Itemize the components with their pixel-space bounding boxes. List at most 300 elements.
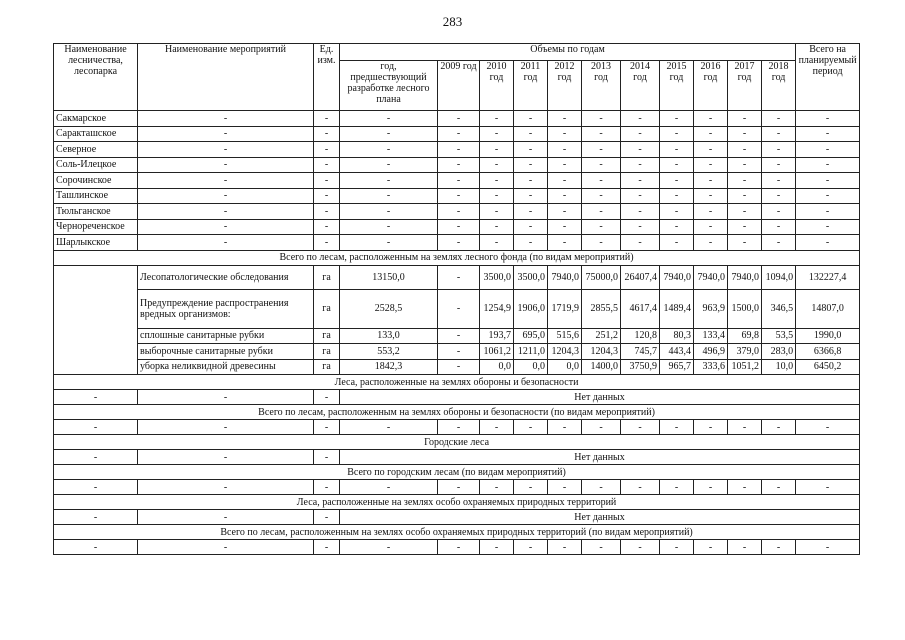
dash-cell: - xyxy=(340,111,438,127)
dash-cell: - xyxy=(314,450,340,465)
dash-cell: - xyxy=(728,420,762,435)
value-cell: 496,9 xyxy=(694,344,728,360)
dash-cell: - xyxy=(438,235,480,251)
activity-row xyxy=(54,344,860,360)
dash-cell: - xyxy=(138,450,314,465)
dash-cell: - xyxy=(660,126,694,142)
dash-cell: - xyxy=(582,188,621,204)
dash-cell: - xyxy=(480,420,514,435)
dash-cell: - xyxy=(314,420,340,435)
dash-cell: - xyxy=(514,219,548,235)
dash-cell: - xyxy=(438,173,480,189)
dash-cell: - xyxy=(582,420,621,435)
dash-cell: - xyxy=(438,126,480,142)
forestry-name: Ташлинское xyxy=(54,188,138,204)
dash-cell: - xyxy=(438,142,480,158)
value-cell: 7940,0 xyxy=(694,265,728,289)
dash-cell: - xyxy=(582,540,621,555)
forestry-name: Соль-Илецкое xyxy=(54,157,138,173)
dash-cell: - xyxy=(796,420,860,435)
dash-cell: - xyxy=(514,142,548,158)
dash-cell: - xyxy=(728,188,762,204)
dash-cell: - xyxy=(762,111,796,127)
forestry-name: Сакмарское xyxy=(54,111,138,127)
value-cell: 1842,3 xyxy=(340,359,438,375)
dash-cell: - xyxy=(762,157,796,173)
dash-cell: - xyxy=(694,219,728,235)
value-cell: 26407,4 xyxy=(621,265,660,289)
section-row xyxy=(54,250,860,265)
dash-cell: - xyxy=(514,235,548,251)
dash-cell: - xyxy=(694,173,728,189)
dash-cell: - xyxy=(660,111,694,127)
value-cell: 346,5 xyxy=(762,289,796,328)
dash-cell: - xyxy=(340,480,438,495)
dash-cell: - xyxy=(728,480,762,495)
dash-cell: - xyxy=(762,480,796,495)
dash-cell: - xyxy=(762,420,796,435)
dash-cell: - xyxy=(340,126,438,142)
no-data-row xyxy=(54,390,860,405)
header-year: 2011 год xyxy=(514,61,548,111)
header-year: 2012 год xyxy=(548,61,582,111)
value-cell: 1094,0 xyxy=(762,265,796,289)
dash-cell: - xyxy=(728,540,762,555)
header-forestry: Наименование лесничества, лесопарка xyxy=(54,44,138,111)
section-defense-total: Всего по лесам, расположенным на землях обороны и безопасности (по видам мероприятий) xyxy=(54,405,860,420)
activity-name: уборка неликвидной древесины xyxy=(138,359,314,375)
dash-cell: - xyxy=(762,204,796,220)
dash-cell: - xyxy=(728,235,762,251)
forestry-row xyxy=(54,142,860,158)
header-year: 2015 год xyxy=(660,61,694,111)
value-cell: 1204,3 xyxy=(548,344,582,360)
dash-cell: - xyxy=(796,235,860,251)
section-protected: Леса, расположенные на землях особо охраняемых природных территорий xyxy=(54,495,860,510)
dash-cell: - xyxy=(340,142,438,158)
value-cell: 0,0 xyxy=(514,359,548,375)
dash-cell: - xyxy=(514,540,548,555)
dash-cell: - xyxy=(314,204,340,220)
dash-cell: - xyxy=(694,157,728,173)
value-cell: 1204,3 xyxy=(582,344,621,360)
value-cell: 745,7 xyxy=(621,344,660,360)
header-activity: Наименование мероприятий xyxy=(138,44,314,111)
dash-cell: - xyxy=(138,142,314,158)
header-year: 2013 год xyxy=(582,61,621,111)
value-cell: 283,0 xyxy=(762,344,796,360)
no-data-row xyxy=(54,450,860,465)
value-cell: 1051,2 xyxy=(728,359,762,375)
dash-cell: - xyxy=(438,540,480,555)
dash-cell: - xyxy=(694,540,728,555)
dash-cell: - xyxy=(621,142,660,158)
dash-cell: - xyxy=(138,219,314,235)
value-cell: 10,0 xyxy=(762,359,796,375)
dash-cell: - xyxy=(621,126,660,142)
dash-cell: - xyxy=(438,480,480,495)
dash-cell: - xyxy=(762,173,796,189)
dash-cell: - xyxy=(138,235,314,251)
dash-cell: - xyxy=(548,126,582,142)
total-cell: 6366,8 xyxy=(796,344,860,360)
dash-cell: - xyxy=(138,188,314,204)
header-year: 2016 год xyxy=(694,61,728,111)
value-cell: 7940,0 xyxy=(548,265,582,289)
value-cell: 1211,0 xyxy=(514,344,548,360)
dash-cell: - xyxy=(621,540,660,555)
dash-cell: - xyxy=(694,111,728,127)
dash-cell: - xyxy=(314,142,340,158)
dash-cell: - xyxy=(548,480,582,495)
dash-cell: - xyxy=(548,157,582,173)
forestry-row xyxy=(54,188,860,204)
dash-cell: - xyxy=(54,390,138,405)
activity-row xyxy=(54,265,860,289)
dash-cell: - xyxy=(728,126,762,142)
dash-cell: - xyxy=(796,540,860,555)
total-cell: 132227,4 xyxy=(796,265,860,289)
value-cell: 3500,0 xyxy=(514,265,548,289)
dash-cell: - xyxy=(694,126,728,142)
value-cell: 75000,0 xyxy=(582,265,621,289)
dash-cell: - xyxy=(138,157,314,173)
forestry-row xyxy=(54,173,860,189)
dash-cell: - xyxy=(660,219,694,235)
value-cell: 251,2 xyxy=(582,328,621,344)
dash-cell: - xyxy=(314,188,340,204)
forestry-row xyxy=(54,126,860,142)
header-year: 2014 год xyxy=(621,61,660,111)
value-cell: - xyxy=(438,289,480,328)
dash-cell: - xyxy=(514,173,548,189)
dash-cell: - xyxy=(660,540,694,555)
dash-cell: - xyxy=(314,111,340,127)
value-cell: 7940,0 xyxy=(728,265,762,289)
forestry-name: Саракташское xyxy=(54,126,138,142)
dash-cell: - xyxy=(514,420,548,435)
dash-cell: - xyxy=(621,204,660,220)
dash-cell: - xyxy=(314,540,340,555)
dash-cell: - xyxy=(582,173,621,189)
dash-cell: - xyxy=(438,204,480,220)
no-data-cell: Нет данных xyxy=(340,390,860,405)
forestry-row xyxy=(54,235,860,251)
dash-cell: - xyxy=(621,111,660,127)
section-defense: Леса, расположенные на землях обороны и безопасности xyxy=(54,375,860,390)
dash-cell: - xyxy=(796,480,860,495)
activity-name: выборочные санитарные рубки xyxy=(138,344,314,360)
dash-cell: - xyxy=(762,188,796,204)
value-cell: 133,4 xyxy=(694,328,728,344)
dash-cell: - xyxy=(54,510,138,525)
activity-row xyxy=(54,289,860,328)
dash-cell: - xyxy=(694,235,728,251)
dash-cell: - xyxy=(762,235,796,251)
no-data-cell: Нет данных xyxy=(340,450,860,465)
unit-cell: га xyxy=(314,359,340,375)
section-city-total: Всего по городским лесам (по видам мероприятий) xyxy=(54,465,860,480)
dash-cell: - xyxy=(660,235,694,251)
activity-name: сплошные санитарные рубки xyxy=(138,328,314,344)
value-cell: 333,6 xyxy=(694,359,728,375)
dash-cell: - xyxy=(314,157,340,173)
dash-cell: - xyxy=(514,204,548,220)
dash-cell: - xyxy=(621,219,660,235)
value-cell: 1500,0 xyxy=(728,289,762,328)
forestry-name: Шарлыкское xyxy=(54,235,138,251)
header-year: 2017 год xyxy=(728,61,762,111)
value-cell: 80,3 xyxy=(660,328,694,344)
dash-cell: - xyxy=(314,235,340,251)
dash-cell: - xyxy=(694,480,728,495)
header-prev-year: год, предшествующий разработке лесного плана xyxy=(340,61,438,111)
header-unit: Ед. изм. xyxy=(314,44,340,111)
dash-cell: - xyxy=(582,111,621,127)
dash-row xyxy=(54,480,860,495)
no-data-cell: Нет данных xyxy=(340,510,860,525)
forestry-row xyxy=(54,219,860,235)
dash-cell: - xyxy=(582,142,621,158)
dash-cell: - xyxy=(660,420,694,435)
forestry-row xyxy=(54,204,860,220)
value-cell: 2855,5 xyxy=(582,289,621,328)
dash-cell: - xyxy=(480,540,514,555)
dash-cell: - xyxy=(582,126,621,142)
dash-cell: - xyxy=(314,219,340,235)
dash-cell: - xyxy=(548,204,582,220)
dash-cell: - xyxy=(548,173,582,189)
dash-cell: - xyxy=(621,173,660,189)
dash-cell: - xyxy=(796,157,860,173)
dash-cell: - xyxy=(340,235,438,251)
dash-cell: - xyxy=(514,188,548,204)
activity-name: Предупреждение распространения вредных организмов: xyxy=(138,289,314,328)
dash-cell: - xyxy=(548,142,582,158)
total-cell: 1990,0 xyxy=(796,328,860,344)
value-cell: 13150,0 xyxy=(340,265,438,289)
dash-cell: - xyxy=(582,480,621,495)
dash-cell: - xyxy=(796,142,860,158)
value-cell: 4617,4 xyxy=(621,289,660,328)
dash-cell: - xyxy=(582,157,621,173)
dash-cell: - xyxy=(54,540,138,555)
dash-cell: - xyxy=(728,111,762,127)
dash-cell: - xyxy=(694,188,728,204)
dash-cell: - xyxy=(728,157,762,173)
dash-cell: - xyxy=(762,219,796,235)
section-row xyxy=(54,405,860,420)
dash-cell: - xyxy=(796,111,860,127)
dash-cell: - xyxy=(438,188,480,204)
value-cell: - xyxy=(438,344,480,360)
dash-cell: - xyxy=(138,480,314,495)
dash-cell: - xyxy=(728,173,762,189)
dash-cell: - xyxy=(138,420,314,435)
value-cell: 53,5 xyxy=(762,328,796,344)
dash-cell: - xyxy=(660,480,694,495)
dash-cell: - xyxy=(314,510,340,525)
forestry-row xyxy=(54,111,860,127)
header-year: 2009 год xyxy=(438,61,480,111)
dash-row xyxy=(54,420,860,435)
unit-cell: га xyxy=(314,344,340,360)
dash-cell: - xyxy=(762,142,796,158)
section-row xyxy=(54,465,860,480)
value-cell: 1719,9 xyxy=(548,289,582,328)
dash-cell: - xyxy=(138,540,314,555)
dash-cell: - xyxy=(728,142,762,158)
dash-cell: - xyxy=(582,219,621,235)
dash-cell: - xyxy=(480,126,514,142)
header-total: Всего на планируемый период xyxy=(796,44,860,111)
dash-row xyxy=(54,540,860,555)
section-row xyxy=(54,525,860,540)
header-year: 2018 год xyxy=(762,61,796,111)
value-cell: 7940,0 xyxy=(660,265,694,289)
dash-cell: - xyxy=(480,204,514,220)
value-cell: 69,8 xyxy=(728,328,762,344)
value-cell: 1061,2 xyxy=(480,344,514,360)
unit-cell: га xyxy=(314,289,340,328)
dash-cell: - xyxy=(480,219,514,235)
dash-cell: - xyxy=(762,126,796,142)
dash-cell: - xyxy=(340,188,438,204)
section-row xyxy=(54,435,860,450)
dash-cell: - xyxy=(340,204,438,220)
activity-row xyxy=(54,359,860,375)
dash-cell: - xyxy=(548,111,582,127)
dash-cell: - xyxy=(548,219,582,235)
dash-cell: - xyxy=(480,142,514,158)
dash-cell: - xyxy=(621,480,660,495)
dash-cell: - xyxy=(762,540,796,555)
value-cell: 553,2 xyxy=(340,344,438,360)
dash-cell: - xyxy=(514,126,548,142)
section-row xyxy=(54,375,860,390)
section-row xyxy=(54,495,860,510)
dash-cell: - xyxy=(548,420,582,435)
unit-cell: га xyxy=(314,265,340,289)
dash-cell: - xyxy=(514,157,548,173)
value-cell: - xyxy=(438,328,480,344)
dash-cell: - xyxy=(514,480,548,495)
activity-row xyxy=(54,328,860,344)
forestry-name: Сорочинское xyxy=(54,173,138,189)
dash-cell: - xyxy=(514,111,548,127)
dash-cell: - xyxy=(438,111,480,127)
dash-cell: - xyxy=(314,390,340,405)
dash-cell: - xyxy=(480,235,514,251)
dash-cell: - xyxy=(694,142,728,158)
value-cell: 965,7 xyxy=(660,359,694,375)
value-cell: 0,0 xyxy=(480,359,514,375)
value-cell: - xyxy=(438,265,480,289)
dash-cell: - xyxy=(621,235,660,251)
dash-cell: - xyxy=(340,540,438,555)
value-cell: 1254,9 xyxy=(480,289,514,328)
dash-cell: - xyxy=(480,111,514,127)
dash-cell: - xyxy=(548,540,582,555)
dash-cell: - xyxy=(796,219,860,235)
dash-cell: - xyxy=(796,173,860,189)
value-cell: 3750,9 xyxy=(621,359,660,375)
dash-cell: - xyxy=(621,157,660,173)
value-cell: 1400,0 xyxy=(582,359,621,375)
dash-cell: - xyxy=(340,420,438,435)
dash-cell: - xyxy=(728,219,762,235)
total-cell: 6450,2 xyxy=(796,359,860,375)
dash-cell: - xyxy=(548,188,582,204)
dash-cell: - xyxy=(438,219,480,235)
dash-cell: - xyxy=(314,480,340,495)
no-data-row xyxy=(54,510,860,525)
dash-cell: - xyxy=(138,111,314,127)
value-cell: 1906,0 xyxy=(514,289,548,328)
dash-cell: - xyxy=(660,188,694,204)
value-cell: 379,0 xyxy=(728,344,762,360)
dash-cell: - xyxy=(54,450,138,465)
dash-cell: - xyxy=(438,420,480,435)
dash-cell: - xyxy=(694,420,728,435)
value-cell: 695,0 xyxy=(514,328,548,344)
section-protected-total: Всего по лесам, расположенным на землях особо охраняемых природных территорий (по видам мероприятий) xyxy=(54,525,860,540)
value-cell: 1489,4 xyxy=(660,289,694,328)
dash-cell: - xyxy=(480,480,514,495)
page-number: 283 xyxy=(442,14,463,29)
dash-cell: - xyxy=(582,235,621,251)
dash-cell: - xyxy=(54,480,138,495)
dash-cell: - xyxy=(54,420,138,435)
value-cell: - xyxy=(438,359,480,375)
dash-cell: - xyxy=(728,204,762,220)
dash-cell: - xyxy=(480,157,514,173)
dash-cell: - xyxy=(340,157,438,173)
header-year: 2010 год xyxy=(480,61,514,111)
dash-cell: - xyxy=(438,157,480,173)
forestry-name: Чернореченское xyxy=(54,219,138,235)
dash-cell: - xyxy=(621,420,660,435)
dash-cell: - xyxy=(660,204,694,220)
section-city: Городские леса xyxy=(54,435,860,450)
total-cell: 14807,0 xyxy=(796,289,860,328)
dash-cell: - xyxy=(621,188,660,204)
value-cell: 0,0 xyxy=(548,359,582,375)
dash-cell: - xyxy=(138,126,314,142)
dash-cell: - xyxy=(480,188,514,204)
value-cell: 2528,5 xyxy=(340,289,438,328)
dash-cell: - xyxy=(340,219,438,235)
header-volumes: Объемы по годам xyxy=(340,44,796,61)
empty-cell xyxy=(54,265,138,375)
dash-cell: - xyxy=(796,188,860,204)
dash-cell: - xyxy=(796,126,860,142)
dash-cell: - xyxy=(660,142,694,158)
dash-cell: - xyxy=(694,204,728,220)
value-cell: 193,7 xyxy=(480,328,514,344)
unit-cell: га xyxy=(314,328,340,344)
dash-cell: - xyxy=(138,204,314,220)
value-cell: 3500,0 xyxy=(480,265,514,289)
dash-cell: - xyxy=(548,235,582,251)
value-cell: 963,9 xyxy=(694,289,728,328)
dash-cell: - xyxy=(660,157,694,173)
dash-cell: - xyxy=(314,126,340,142)
forestry-name: Тюльганское xyxy=(54,204,138,220)
value-cell: 515,6 xyxy=(548,328,582,344)
dash-cell: - xyxy=(582,204,621,220)
dash-cell: - xyxy=(138,390,314,405)
